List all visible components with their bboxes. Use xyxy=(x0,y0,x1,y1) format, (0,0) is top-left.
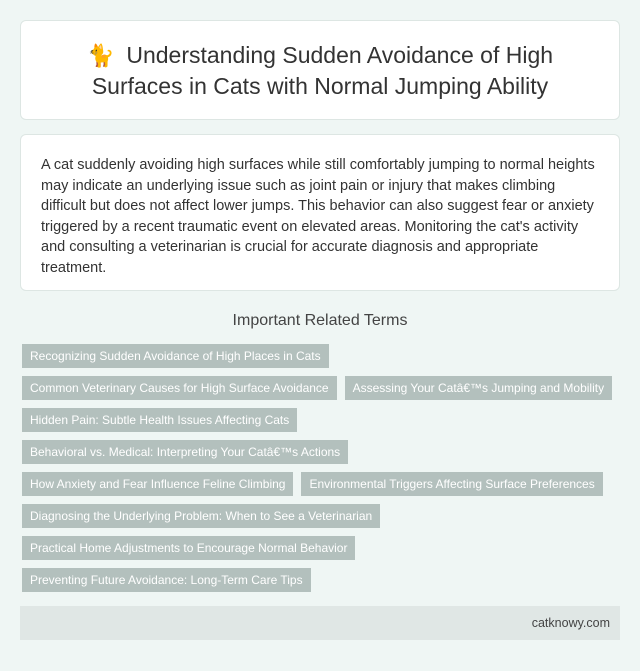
related-term-link[interactable]: Environmental Triggers Affecting Surface Preferences xyxy=(301,472,602,496)
related-term-link[interactable]: Recognizing Sudden Avoidance of High Places in Cats xyxy=(22,344,329,368)
related-term-link[interactable]: Diagnosing the Underlying Problem: When to See a Veterinarian xyxy=(22,504,380,528)
footer xyxy=(20,606,620,640)
related-term-link[interactable]: Common Veterinary Causes for High Surface Avoidance xyxy=(22,376,337,400)
summary-text: A cat suddenly avoiding high surfaces while still comfortably jumping to normal heights may indicate an underlying issue such as joint pain or injury that makes climbing difficult but does not affect lower jumps. This behavior can also suggest fear or anxiety triggered by a recent traumatic event on elevated areas. Monitoring the cat's activity and consulting a veterinarian is crucial for accurate diagnosis and appropriate treatment. xyxy=(41,157,595,276)
related-term-link[interactable]: Preventing Future Avoidance: Long-Term Care Tips xyxy=(22,568,311,592)
related-terms-heading: Important Related Terms xyxy=(232,312,408,329)
related-term-link[interactable]: Behavioral vs. Medical: Interpreting Your Catâ€™s Actions xyxy=(22,440,348,464)
footer-site-name[interactable]: catknowy.com xyxy=(531,616,610,630)
summary-card xyxy=(20,134,620,291)
related-term-link[interactable]: Hidden Pain: Subtle Health Issues Affecting Cats xyxy=(22,408,297,432)
header-card xyxy=(20,20,620,120)
page-title-text: Understanding Sudden Avoidance of High Surfaces in Cats with Normal Jumping Ability xyxy=(91,41,554,99)
cat-icon: 🐈 xyxy=(86,42,115,68)
related-term-link[interactable]: Practical Home Adjustments to Encourage Normal Behavior xyxy=(22,536,355,560)
related-terms-list xyxy=(22,344,618,592)
related-term-link[interactable]: How Anxiety and Fear Influence Feline Climbing xyxy=(22,472,293,496)
related-term-link[interactable]: Assessing Your Catâ€™s Jumping and Mobility xyxy=(345,376,612,400)
page-title xyxy=(41,40,599,101)
